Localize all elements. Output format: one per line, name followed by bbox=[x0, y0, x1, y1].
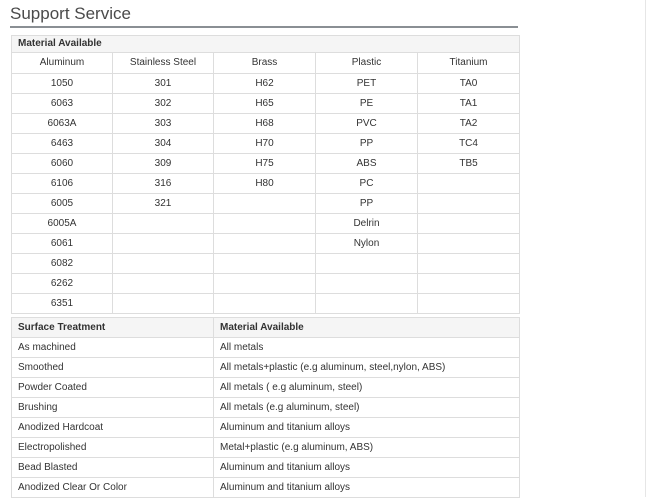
table-row bbox=[12, 458, 520, 478]
table-cell: PE bbox=[316, 94, 418, 114]
table-cell: PC bbox=[316, 174, 418, 194]
table-cell: H62 bbox=[214, 74, 316, 94]
materials-table bbox=[11, 35, 520, 314]
table-row bbox=[12, 214, 520, 234]
scroll-edge bbox=[645, 0, 646, 497]
table-row bbox=[12, 74, 520, 94]
table-cell: 309 bbox=[113, 154, 214, 174]
table-row bbox=[12, 134, 520, 154]
table-cell: 6106 bbox=[12, 174, 113, 194]
surface-treatment-cell: Brushing bbox=[12, 398, 214, 418]
table-cell: 302 bbox=[113, 94, 214, 114]
table-cell: 6463 bbox=[12, 134, 113, 154]
table-cell: H68 bbox=[214, 114, 316, 134]
materials-column-header: Titanium bbox=[418, 53, 520, 74]
table-row bbox=[12, 338, 520, 358]
surface-treatment-cell: Smoothed bbox=[12, 358, 214, 378]
table-cell: PVC bbox=[316, 114, 418, 134]
table-cell bbox=[113, 214, 214, 234]
table-cell bbox=[113, 254, 214, 274]
surface-treatment-cell: Anodized Hardcoat bbox=[12, 418, 214, 438]
table-row bbox=[12, 194, 520, 214]
materials-column-header: Brass bbox=[214, 53, 316, 74]
surface-treatment-cell: Powder Coated bbox=[12, 378, 214, 398]
table-cell bbox=[113, 294, 214, 314]
table-cell: TA0 bbox=[418, 74, 520, 94]
table-row bbox=[12, 438, 520, 458]
materials-column-header: Plastic bbox=[316, 53, 418, 74]
materials-header: Material Available bbox=[12, 36, 520, 53]
table-row bbox=[12, 398, 520, 418]
materials-column-header: Aluminum bbox=[12, 53, 113, 74]
surface-treatment-cell: Electropolished bbox=[12, 438, 214, 458]
table-cell: 321 bbox=[113, 194, 214, 214]
table-cell bbox=[418, 214, 520, 234]
table-cell bbox=[214, 294, 316, 314]
surface-material-cell: All metals (e.g aluminum, steel) bbox=[214, 398, 520, 418]
table-row bbox=[12, 358, 520, 378]
table-row bbox=[12, 478, 520, 498]
table-row bbox=[12, 254, 520, 274]
table-cell bbox=[316, 254, 418, 274]
surface-material-cell: Aluminum and titanium alloys bbox=[214, 478, 520, 498]
materials-header-row bbox=[12, 36, 520, 53]
table-row bbox=[12, 418, 520, 438]
table-cell: 6005 bbox=[12, 194, 113, 214]
table-cell bbox=[418, 254, 520, 274]
table-cell bbox=[418, 274, 520, 294]
table-cell: TC4 bbox=[418, 134, 520, 154]
table-cell bbox=[316, 274, 418, 294]
table-cell bbox=[113, 234, 214, 254]
surface-treatment-cell: As machined bbox=[12, 338, 214, 358]
title-divider bbox=[10, 26, 518, 28]
surface-material-cell: Aluminum and titanium alloys bbox=[214, 418, 520, 438]
table-cell: 303 bbox=[113, 114, 214, 134]
table-cell bbox=[214, 234, 316, 254]
surface-treatment-cell: Bead Blasted bbox=[12, 458, 214, 478]
table-row bbox=[12, 378, 520, 398]
surface-material-cell: All metals+plastic (e.g aluminum, steel,nylon, ABS) bbox=[214, 358, 520, 378]
table-cell: 1050 bbox=[12, 74, 113, 94]
surface-header-treatment: Surface Treatment bbox=[12, 318, 214, 338]
table-cell: PP bbox=[316, 194, 418, 214]
table-cell: 316 bbox=[113, 174, 214, 194]
table-cell bbox=[113, 274, 214, 294]
table-cell bbox=[418, 194, 520, 214]
table-cell: H80 bbox=[214, 174, 316, 194]
table-cell: 6063 bbox=[12, 94, 113, 114]
table-cell: Nylon bbox=[316, 234, 418, 254]
table-cell bbox=[214, 254, 316, 274]
table-row bbox=[12, 174, 520, 194]
table-cell bbox=[316, 294, 418, 314]
surface-treatment-table bbox=[11, 317, 520, 498]
table-cell: 6063A bbox=[12, 114, 113, 134]
surface-header-material: Material Available bbox=[214, 318, 520, 338]
table-cell: TB5 bbox=[418, 154, 520, 174]
table-cell: 304 bbox=[113, 134, 214, 154]
table-row bbox=[12, 94, 520, 114]
table-cell bbox=[418, 294, 520, 314]
table-cell: H65 bbox=[214, 94, 316, 114]
table-row bbox=[12, 154, 520, 174]
table-cell: 301 bbox=[113, 74, 214, 94]
table-cell: 6060 bbox=[12, 154, 113, 174]
materials-column-header: Stainless Steel bbox=[113, 53, 214, 74]
surface-material-cell: All metals ( e.g aluminum, steel) bbox=[214, 378, 520, 398]
table-row bbox=[12, 234, 520, 254]
table-cell: 6262 bbox=[12, 274, 113, 294]
surface-material-cell: Aluminum and titanium alloys bbox=[214, 458, 520, 478]
table-cell: H70 bbox=[214, 134, 316, 154]
surface-material-cell: All metals bbox=[214, 338, 520, 358]
table-cell: PET bbox=[316, 74, 418, 94]
surface-treatment-cell: Anodized Clear Or Color bbox=[12, 478, 214, 498]
materials-column-row bbox=[12, 53, 520, 74]
table-cell: Delrin bbox=[316, 214, 418, 234]
table-row bbox=[12, 114, 520, 134]
page-title: Support Service bbox=[10, 4, 131, 23]
surface-header-row bbox=[12, 318, 520, 338]
table-cell: ABS bbox=[316, 154, 418, 174]
table-cell bbox=[214, 194, 316, 214]
table-cell: TA1 bbox=[418, 94, 520, 114]
table-cell: 6082 bbox=[12, 254, 113, 274]
surface-material-cell: Metal+plastic (e.g aluminum, ABS) bbox=[214, 438, 520, 458]
table-cell: 6005A bbox=[12, 214, 113, 234]
table-cell: TA2 bbox=[418, 114, 520, 134]
table-cell bbox=[214, 274, 316, 294]
table-cell bbox=[418, 234, 520, 254]
table-cell: PP bbox=[316, 134, 418, 154]
table-cell bbox=[418, 174, 520, 194]
table-cell: 6351 bbox=[12, 294, 113, 314]
table-row bbox=[12, 274, 520, 294]
table-cell: 6061 bbox=[12, 234, 113, 254]
table-row bbox=[12, 294, 520, 314]
table-cell bbox=[214, 214, 316, 234]
table-cell: H75 bbox=[214, 154, 316, 174]
